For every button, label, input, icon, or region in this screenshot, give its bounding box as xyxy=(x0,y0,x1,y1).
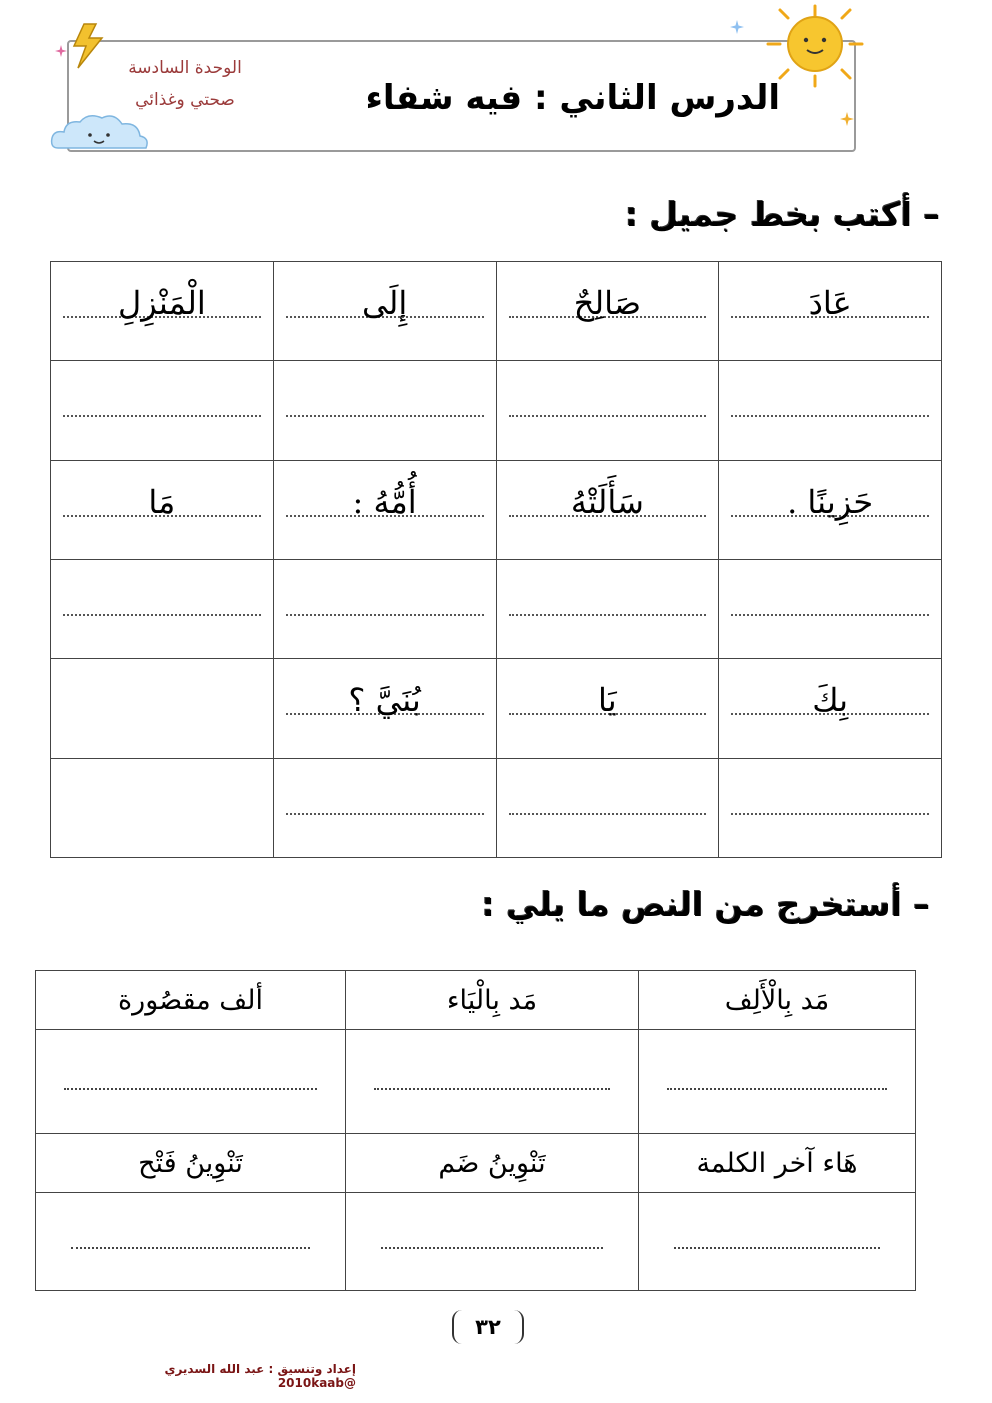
dotted-line xyxy=(64,1088,317,1090)
table-row xyxy=(36,1030,916,1134)
practice-word: أُمُّهُ : xyxy=(352,482,417,521)
word-cell xyxy=(51,460,274,559)
dotted-line xyxy=(71,1247,310,1249)
category-header: ألف مقصُورة xyxy=(36,971,346,1030)
answer-cell[interactable] xyxy=(36,1030,346,1134)
writing-cell[interactable] xyxy=(719,559,942,658)
writing-cell[interactable] xyxy=(496,758,719,857)
word-cell xyxy=(273,262,496,361)
answer-cell[interactable] xyxy=(346,1193,639,1291)
cloud-icon xyxy=(48,110,153,155)
answer-cell[interactable] xyxy=(639,1193,916,1291)
table-row xyxy=(51,758,942,857)
category-header: مَد بِالْأَلِف xyxy=(639,971,916,1030)
credit-line: إعداد وتنسيق : عبد الله السديري @2010kaab xyxy=(164,1362,356,1390)
word-cell xyxy=(719,659,942,758)
practice-word: بُنَيَّ ؟ xyxy=(348,681,421,720)
dotted-line xyxy=(731,415,929,417)
practice-word: صَالِحٌ xyxy=(573,284,642,322)
dotted-line xyxy=(509,614,707,616)
practice-word: حَزِينًا . xyxy=(787,482,874,521)
extract-table xyxy=(35,970,916,1291)
empty-cell xyxy=(51,659,274,758)
practice-word: سَأَلَتْهُ xyxy=(570,482,644,521)
writing-cell[interactable] xyxy=(496,361,719,460)
category-header: تَنْوِينُ ضَم xyxy=(346,1134,639,1193)
word-cell xyxy=(496,659,719,758)
writing-cell[interactable] xyxy=(273,758,496,857)
dotted-line xyxy=(381,1247,603,1249)
page-number: ٣٢ xyxy=(452,1310,524,1344)
table-row xyxy=(36,1134,916,1193)
dotted-line xyxy=(374,1088,610,1090)
dotted-line xyxy=(63,415,261,417)
unit-subtitle: صحتي وغذائي xyxy=(135,90,235,110)
table-row xyxy=(51,262,942,361)
practice-word: بِكَ xyxy=(812,681,849,720)
word-cell xyxy=(273,460,496,559)
practice-word: الْمَنْزِلِ xyxy=(118,284,206,322)
word-cell xyxy=(496,460,719,559)
practice-word: يَا xyxy=(598,681,617,720)
sparkle-icon xyxy=(730,20,744,34)
writing-cell[interactable] xyxy=(719,758,942,857)
word-cell xyxy=(273,659,496,758)
word-cell xyxy=(719,460,942,559)
word-cell xyxy=(496,262,719,361)
dotted-line xyxy=(286,813,484,815)
lesson-title: الدرس الثاني : فيه شفاء xyxy=(365,78,780,118)
answer-cell[interactable] xyxy=(346,1030,639,1134)
table-row xyxy=(51,460,942,559)
dotted-line xyxy=(674,1247,880,1249)
dotted-line xyxy=(63,614,261,616)
table-row xyxy=(51,361,942,460)
writing-cell[interactable] xyxy=(273,361,496,460)
dotted-line xyxy=(286,614,484,616)
practice-word: إِلَى xyxy=(361,284,408,322)
section-heading-extract: – أستخرج من النص ما يلي : xyxy=(481,885,930,924)
word-cell xyxy=(51,262,274,361)
writing-cell[interactable] xyxy=(51,361,274,460)
table-row xyxy=(36,971,916,1030)
category-header: هَاء آخر الكلمة xyxy=(639,1134,916,1193)
answer-cell[interactable] xyxy=(36,1193,346,1291)
dotted-line xyxy=(667,1088,887,1090)
writing-cell[interactable] xyxy=(719,361,942,460)
sparkle-icon xyxy=(840,112,854,126)
lightning-icon xyxy=(64,22,114,72)
dotted-line xyxy=(286,415,484,417)
word-cell xyxy=(719,262,942,361)
empty-cell xyxy=(51,758,274,857)
writing-cell[interactable] xyxy=(51,559,274,658)
dotted-line xyxy=(731,813,929,815)
table-row xyxy=(51,659,942,758)
table-row xyxy=(36,1193,916,1291)
writing-cell[interactable] xyxy=(496,559,719,658)
sparkle-icon xyxy=(55,45,67,57)
table-row xyxy=(51,559,942,658)
unit-title: الوحدة السادسة xyxy=(128,58,242,78)
handwriting-table xyxy=(50,261,942,858)
writing-cell[interactable] xyxy=(273,559,496,658)
category-header: مَد بِالْيَاء xyxy=(346,971,639,1030)
dotted-line xyxy=(509,415,707,417)
category-header: تَنْوِينُ فَتْح xyxy=(36,1134,346,1193)
dotted-line xyxy=(731,614,929,616)
practice-word: عَادَ xyxy=(808,284,852,322)
answer-cell[interactable] xyxy=(639,1030,916,1134)
dotted-line xyxy=(509,813,707,815)
section-heading-handwriting: – أكتب بخط جميل : xyxy=(625,195,940,234)
practice-word: مَا xyxy=(148,482,176,521)
